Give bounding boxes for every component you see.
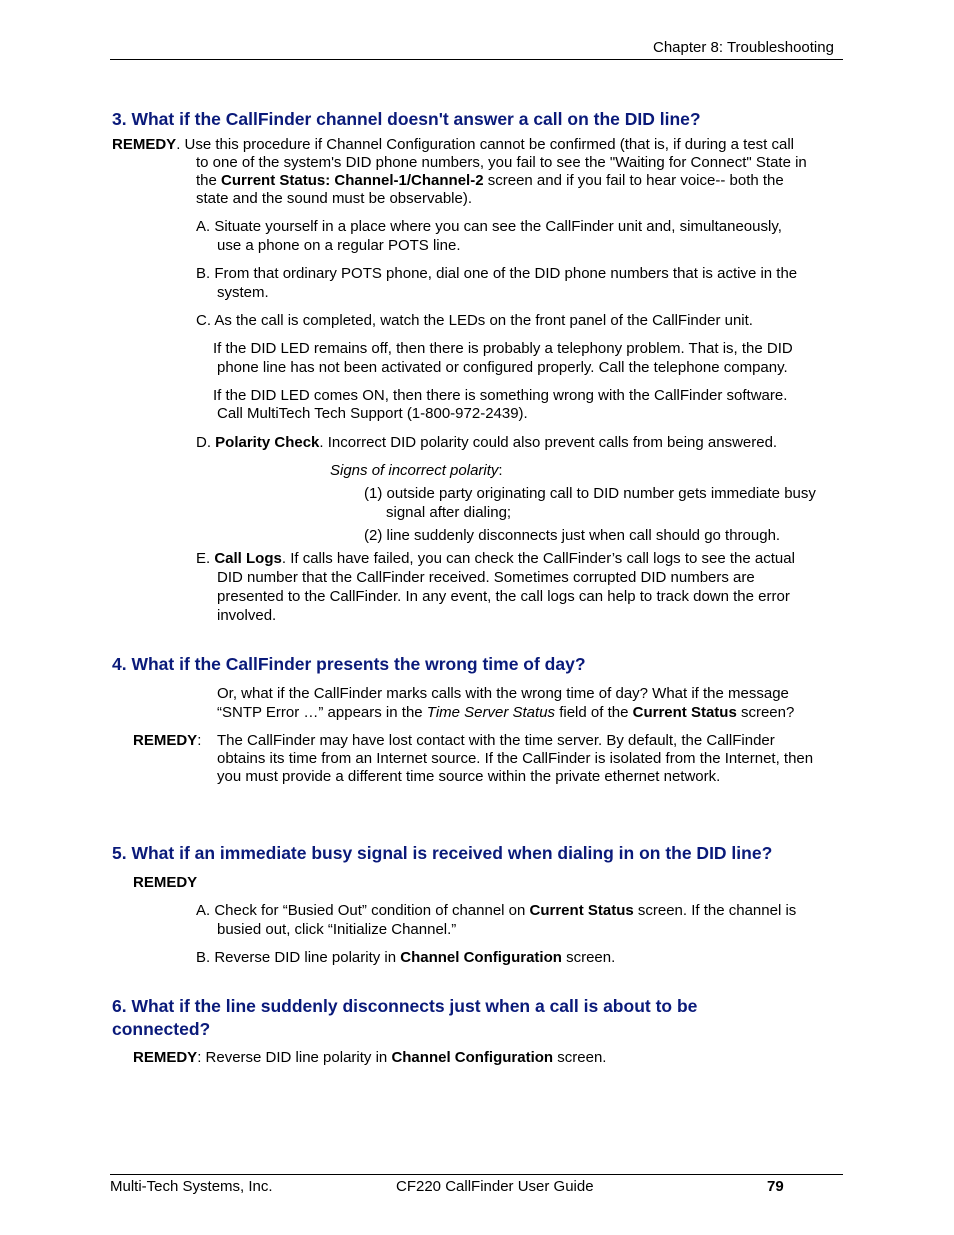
s6-channel-config-ref: Channel Configuration: [391, 1049, 554, 1066]
s4-remedy-line-1: The CallFinder may have lost contact with the time server. By default, the CallFinder: [217, 732, 775, 749]
s3-step-e-prefix: E.: [196, 550, 215, 567]
section-6-heading-line-2: connected?: [112, 1019, 211, 1039]
s3-step-e-line-2: DID number that the CallFinder received. Sometimes corrupted DID numbers are: [217, 569, 755, 586]
s3-sign-1-line-1: (1) outside party originating call to DID number gets immediate busy: [364, 485, 816, 502]
s3-call-logs-label: Call Logs: [214, 550, 282, 567]
s3-sign-2: (2) line suddenly disconnects just when call should go through.: [364, 527, 781, 544]
s5-channel-config-ref: Channel Configuration: [400, 949, 562, 966]
s5-current-status-ref: Current Status: [529, 902, 634, 919]
s4-remedy-colon: :: [197, 732, 202, 749]
s6-remedy-post: screen.: [553, 1049, 607, 1066]
s3-step-b-line-2: system.: [217, 284, 269, 301]
s3-signs-italic: Signs of incorrect polarity: [330, 462, 499, 479]
s5-b-pre: B. Reverse DID line polarity in: [196, 949, 401, 966]
s3-step-e-line-3: presented to the CallFinder. In any event, the call logs can help to track down the error: [217, 588, 790, 605]
s3-remedy-label: REMEDY: [112, 136, 177, 153]
s3-remedy-line-1: [112, 135, 794, 154]
s3-led-on-line-1: If the DID LED comes ON, then there is something wrong with the CallFinder software.: [213, 387, 788, 404]
s3-step-c: C. As the call is completed, watch the LEDs on the front panel of the CallFinder unit.: [196, 312, 753, 329]
s3-step-e-line-1: [196, 549, 795, 568]
s4-q2-post: screen?: [736, 704, 795, 721]
s4-remedy-label: REMEDY: [133, 732, 198, 749]
header-rule: [110, 59, 843, 60]
s6-remedy-label: REMEDY: [133, 1049, 198, 1066]
section-3-heading: 3. What if the CallFinder channel doesn't answer a call on the DID line?: [112, 109, 701, 129]
s6-remedy-pre: : Reverse DID line polarity in: [197, 1049, 392, 1066]
s5-step-a-line-1: [196, 901, 796, 920]
s3-led-on-line-2: Call MultiTech Tech Support (1-800-972-2439).: [217, 405, 528, 422]
section-5-heading: 5. What if an immediate busy signal is received when dialing in on the DID line?: [112, 843, 773, 863]
s3-remedy-l3-post: screen and if you fail to hear voice-- both the: [483, 172, 784, 189]
footer-guide-title: CF220 CallFinder User Guide: [396, 1178, 594, 1195]
s3-remedy-line-4: state and the sound must be observable).: [196, 190, 473, 207]
footer-page-number: 79: [767, 1178, 784, 1195]
s6-remedy: [133, 1048, 606, 1067]
s4-q2-pre: “SNTP Error …” appears in the: [217, 704, 427, 721]
footer-rule: [110, 1174, 843, 1175]
s3-signs-colon: :: [498, 462, 503, 479]
s3-step-a-line-2: use a phone on a regular POTS line.: [217, 237, 461, 254]
s4-current-status-ref: Current Status: [632, 704, 737, 721]
s4-question-line-2: [217, 703, 794, 722]
s4-remedy-label-wrap: [133, 731, 201, 750]
s5-b-post: screen.: [561, 949, 616, 966]
s3-step-d-text: . Incorrect DID polarity could also prevent calls from being answered.: [319, 434, 778, 451]
s3-step-d: [196, 433, 777, 452]
s4-q2-mid: field of the: [555, 704, 633, 721]
s4-time-server-status-ref: Time Server Status: [426, 704, 556, 721]
s3-current-status-ref: Current Status: Channel-1/Channel-2: [221, 172, 484, 189]
s3-step-b-line-1: B. From that ordinary POTS phone, dial one of the DID phone numbers that is active in the: [196, 265, 798, 282]
s5-a-post: screen. If the channel is: [633, 902, 797, 919]
section-4-heading: 4. What if the CallFinder presents the wrong time of day?: [112, 654, 586, 674]
footer-company: Multi-Tech Systems, Inc.: [110, 1178, 273, 1195]
s5-step-a-line-2: busied out, click “Initialize Channel.”: [217, 921, 457, 938]
s3-polarity-check-label: Polarity Check: [215, 434, 320, 451]
s3-remedy-line-3: [196, 171, 784, 190]
s3-step-a-line-1: A. Situate yourself in a place where you can see the CallFinder unit and, simultaneously,: [196, 218, 782, 235]
s5-remedy-label: REMEDY: [133, 874, 198, 891]
s5-step-b: [196, 948, 615, 967]
s3-sign-1-line-2: signal after dialing;: [386, 504, 512, 521]
s3-signs-label: [330, 461, 503, 480]
s3-remedy-line-2: to one of the system's DID phone numbers, you fail to see the "Waiting for Connect" State in: [196, 154, 807, 171]
s3-remedy-text-1: . Use this procedure if Channel Configuration cannot be confirmed (that is, if during a test call: [176, 136, 795, 153]
s3-led-off-line-1: If the DID LED remains off, then there is probably a telephony problem. That is, the DID: [213, 340, 793, 357]
s4-remedy-line-3: you must provide a different time source within the private ethernet network.: [217, 768, 721, 785]
s3-step-e-line-4: involved.: [217, 607, 277, 624]
chapter-header: Chapter 8: Troubleshooting: [653, 39, 834, 56]
s4-remedy-line-2: obtains its time from an Internet source. If the CallFinder is isolated from the Internet, then: [217, 750, 814, 767]
s5-a-pre: A. Check for “Busied Out” condition of channel on: [196, 902, 530, 919]
section-6-heading-line-1: 6. What if the line suddenly disconnects just when a call is about to be: [112, 996, 698, 1016]
s3-step-d-prefix: D.: [196, 434, 216, 451]
s3-remedy-l3-pre: the: [196, 172, 222, 189]
s3-led-off-line-2: phone line has not been activated or configured properly. Call the telephone company.: [217, 359, 788, 376]
s3-step-e-text: . If calls have failed, you can check the CallFinder’s call logs to see the actual: [281, 550, 795, 567]
s4-question-line-1: Or, what if the CallFinder marks calls with the wrong time of day? What if the message: [217, 685, 789, 702]
